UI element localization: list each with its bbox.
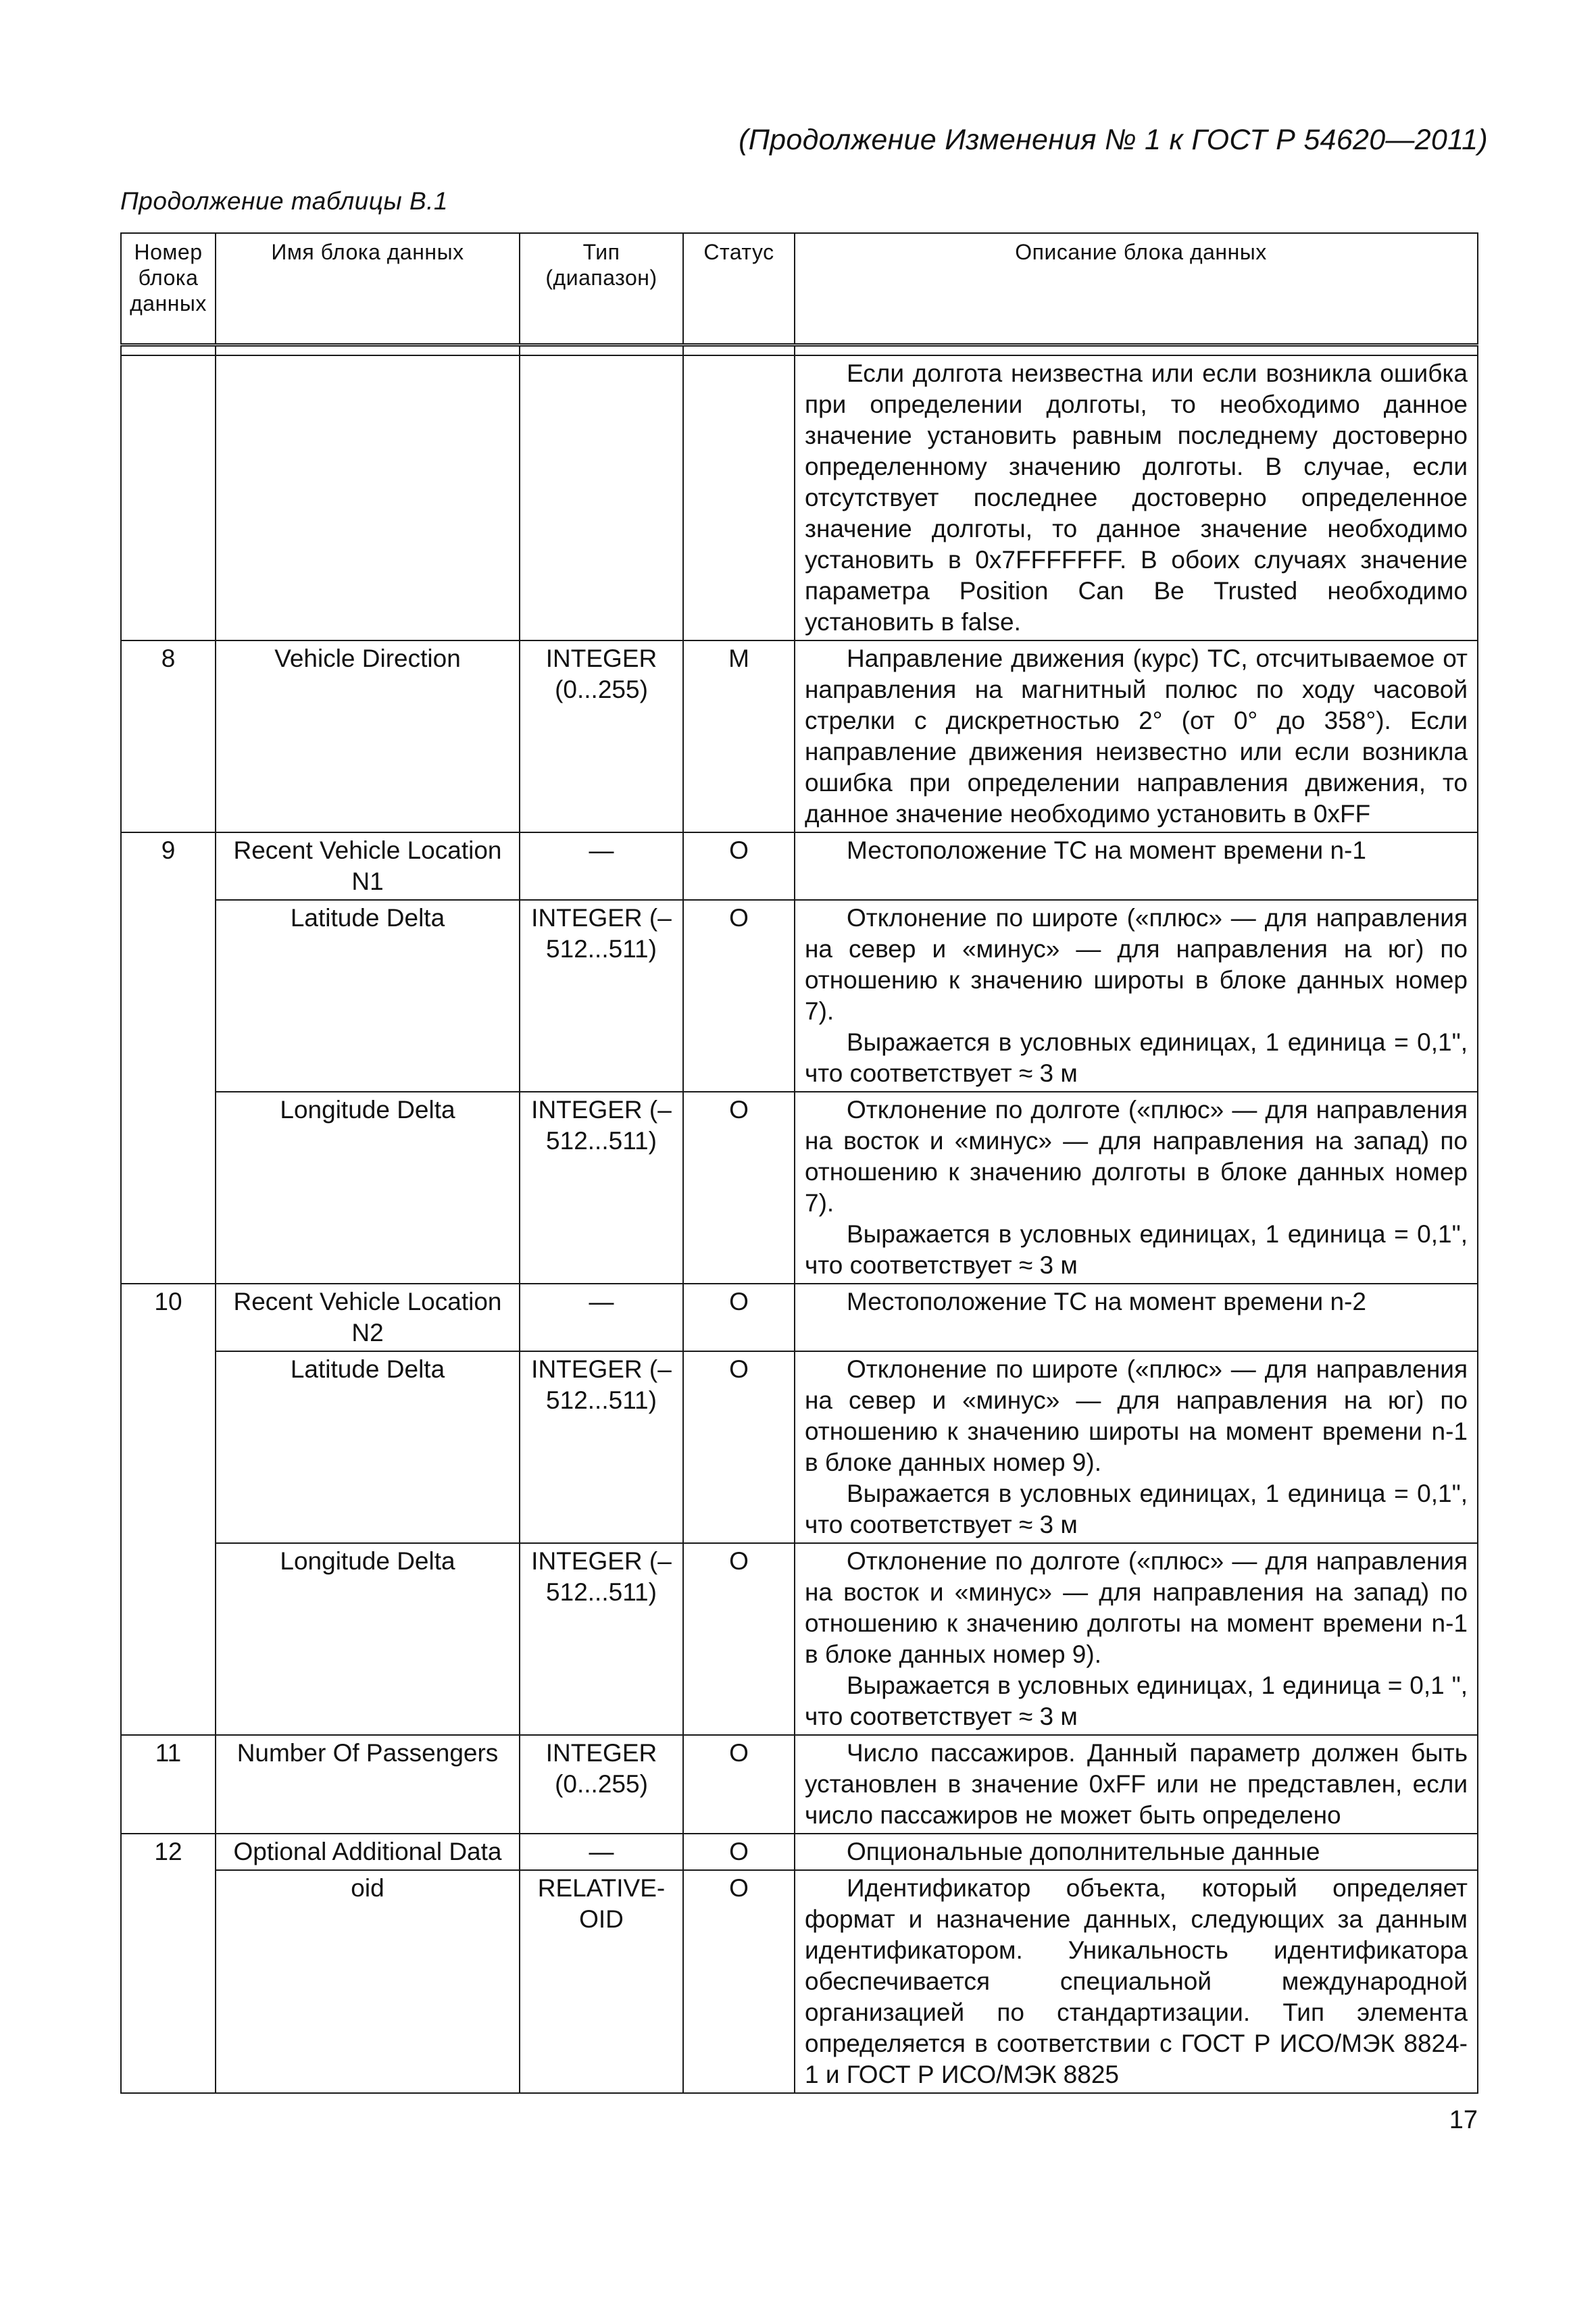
row-description: Опциональные дополнительные данные bbox=[795, 1834, 1478, 1870]
column-header-number: Номер блока данных bbox=[121, 233, 216, 345]
row-status: O bbox=[683, 1351, 795, 1543]
row-name: Longitude Delta bbox=[216, 1543, 520, 1735]
row-name: oid bbox=[216, 1870, 520, 2093]
row-name: Recent Vehicle Location N1 bbox=[216, 832, 520, 900]
page-number: 17 bbox=[1449, 2106, 1478, 2134]
table-caption: Продолжение таблицы В.1 bbox=[120, 187, 449, 215]
row-status: O bbox=[683, 1735, 795, 1834]
data-blocks-table bbox=[120, 232, 1478, 2094]
table-row bbox=[121, 832, 1478, 900]
column-header-status: Статус bbox=[683, 233, 795, 345]
row-type: INTEGER (–512...511) bbox=[520, 900, 683, 1092]
row-type: INTEGER (–512...511) bbox=[520, 1543, 683, 1735]
row-name: Latitude Delta bbox=[216, 1351, 520, 1543]
row-name: Vehicle Direction bbox=[216, 640, 520, 832]
column-header-type: Тип (диапазон) bbox=[520, 233, 683, 345]
row-number: 10 bbox=[121, 1284, 216, 1351]
row-description: Местоположение ТС на момент времени n-2 bbox=[795, 1284, 1478, 1351]
row-name: Optional Additional Data bbox=[216, 1834, 520, 1870]
row-status: O bbox=[683, 1284, 795, 1351]
table-row bbox=[121, 1735, 1478, 1834]
row-type: — bbox=[520, 1834, 683, 1870]
row-name: Latitude Delta bbox=[216, 900, 520, 1092]
row-status: O bbox=[683, 832, 795, 900]
row-status: M bbox=[683, 640, 795, 832]
row-type: INTEGER (0...255) bbox=[520, 1735, 683, 1834]
header-separator bbox=[121, 345, 1478, 356]
row-status: O bbox=[683, 1870, 795, 2093]
row-number: 8 bbox=[121, 640, 216, 832]
row-description: Число пассажиров. Данный параметр должен быть установлен в значение 0xFF или не представлен, если число пассажиров не может быть определено bbox=[795, 1735, 1478, 1834]
table-row bbox=[121, 900, 1478, 1092]
row-type: RELATIVE-OID bbox=[520, 1870, 683, 2093]
row-number: 12 bbox=[121, 1834, 216, 1870]
row-description: Идентификатор объекта, который определяет формат и назначение данных, следующих за данным идентификатором. Уникальность идентификатора обеспечивается специальной международной организацией по стандартизации. Тип элемента определяется в соответствии с ГОСТ Р ИСО/МЭК 8824-1 и ГОСТ Р ИСО/МЭК 8825 bbox=[795, 1870, 1478, 2093]
running-header: (Продолжение Изменения № 1 к ГОСТ Р 54620—2011) bbox=[739, 124, 1488, 156]
row-status: O bbox=[683, 1092, 795, 1284]
row-description: Отклонение по широте («плюс» — для направления на север и «минус» — для направления на юг) по отношению к значению широты на момент времени n-1 в блоке данных номер 9). Выражается в условных единицах, 1 единица = 0,1", что соответствует ≈ 3 м bbox=[795, 1351, 1478, 1543]
row-number: 11 bbox=[121, 1735, 216, 1834]
row-status: O bbox=[683, 1543, 795, 1735]
table-row bbox=[121, 1351, 1478, 1543]
table-row bbox=[121, 640, 1478, 832]
table-row bbox=[121, 1284, 1478, 1351]
row-description: Отклонение по долготе («плюс» — для направления на восток и «минус» — для направления на запад) по отношению к значению долготы в блоке данных номер 7). Выражается в условных единицах, 1 единица = 0,1", что соответствует ≈ 3 м bbox=[795, 1092, 1478, 1284]
row-type: INTEGER (–512...511) bbox=[520, 1092, 683, 1284]
row-name: Longitude Delta bbox=[216, 1092, 520, 1284]
row-status: O bbox=[683, 900, 795, 1092]
row-description: Местоположение ТС на момент времени n-1 bbox=[795, 832, 1478, 900]
row-number: 9 bbox=[121, 832, 216, 900]
row-type: — bbox=[520, 832, 683, 900]
table-row bbox=[121, 1092, 1478, 1284]
row-name: Recent Vehicle Location N2 bbox=[216, 1284, 520, 1351]
row-type: INTEGER (0...255) bbox=[520, 640, 683, 832]
column-header-name: Имя блока данных bbox=[216, 233, 520, 345]
row-description: Отклонение по широте («плюс» — для направления на север и «минус» — для направления на юг) по отношению к значению широты в блоке данных номер 7). Выражается в условных единицах, 1 единица = 0,1", что соответствует ≈ 3 м bbox=[795, 900, 1478, 1092]
row-status: O bbox=[683, 1834, 795, 1870]
table-row bbox=[121, 1543, 1478, 1735]
row-type: INTEGER (–512...511) bbox=[520, 1351, 683, 1543]
row-name: Number Of Passengers bbox=[216, 1735, 520, 1834]
table-row bbox=[121, 1834, 1478, 1870]
row-description: Если долгота неизвестна или если возникла ошибка при определении долготы, то необходимо данное значение установить равным последнему достоверно определенному значению долготы. В случае, если отсутствует последнее достоверно определенное значение долготы, то данное значение необходимо установить в 0x7FFFFFFF. В обоих случаях значение параметра Position Can Be Trusted необходимо установить в false. bbox=[795, 355, 1478, 640]
row-description: Отклонение по долготе («плюс» — для направления на восток и «минус» — для направления на запад) по отношению к значению долготы на момент времени n-1 в блоке данных номер 9). Выражается в условных единицах, 1 единица = 0,1 ", что соответствует ≈ 3 м bbox=[795, 1543, 1478, 1735]
table-header-row bbox=[121, 233, 1478, 345]
table-row bbox=[121, 1870, 1478, 2093]
row-description: Направление движения (курс) ТС, отсчитываемое от направления на магнитный полюс по ходу часовой стрелки с дискретностью 2° (от 0° до 358°). Если направление движения неизвестно или если возникла ошибка при определении направления движения, то данное значение необходимо установить в 0xFF bbox=[795, 640, 1478, 832]
table-row bbox=[121, 355, 1478, 640]
row-type: — bbox=[520, 1284, 683, 1351]
column-header-description: Описание блока данных bbox=[795, 233, 1478, 345]
